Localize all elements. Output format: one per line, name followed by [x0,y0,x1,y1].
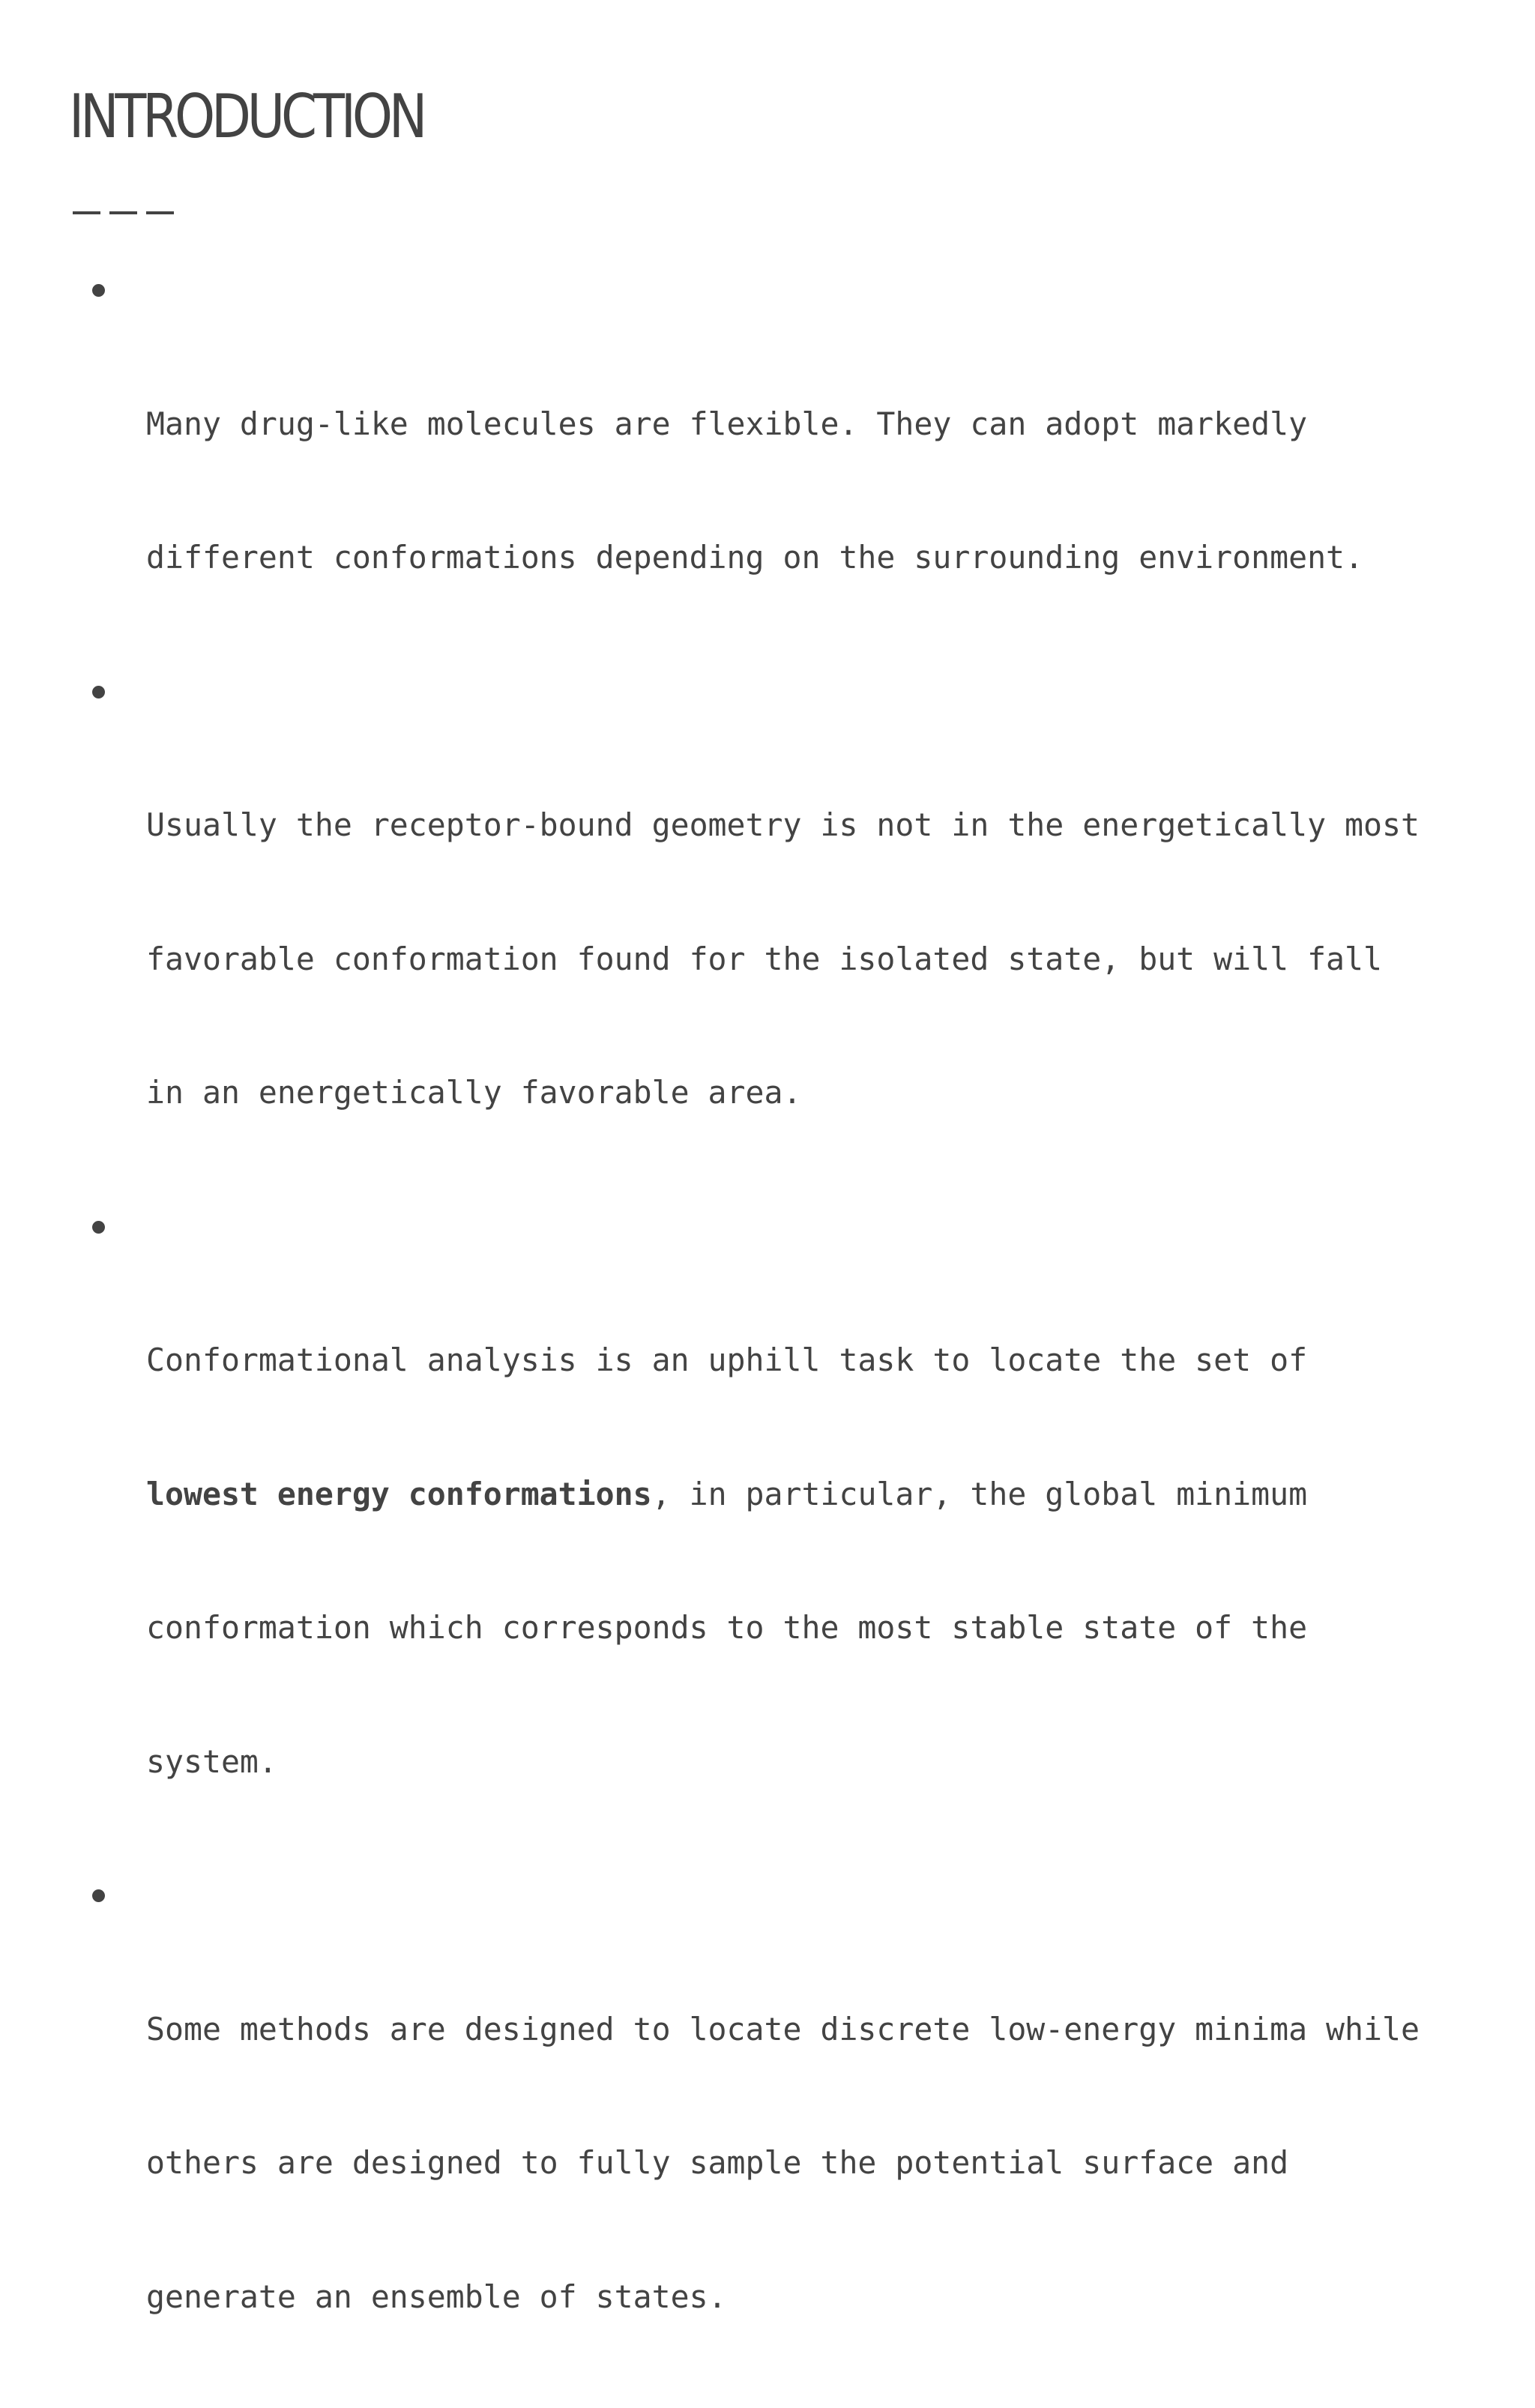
bullet-line: system. [146,1742,277,1780]
slide-title: INTRODUCTION [69,82,424,151]
bullet-line: Conformational analysis is an uphill task to locate the set of [146,1342,1308,1378]
bullet-line: different conformations depending on the surrounding environment. [146,539,1364,576]
bullet-dot-icon [92,1221,105,1234]
bullet-dot-icon [92,1889,105,1902]
bullet-item [87,1204,1496,1874]
bullet-line: Many drug-like molecules are flexible. They can adopt markedly [146,405,1308,442]
bullet-item [87,268,1496,669]
emphasized-phrase: lowest energy conformations [146,1475,652,1512]
bullet-line: Usually the receptor-bound geometry is not in the energetically most [146,806,1420,843]
bullet-dot-icon [92,686,105,698]
bullet-line: Some methods are designed to locate discrete low-energy minima while [146,2010,1420,2048]
bullet-dot-icon [92,284,105,297]
bullet-line: generate an ensemble of states. [146,2278,727,2315]
title-accent-divider [73,211,174,214]
bullet-line: conformation which corresponds to the most stable state of the [146,1609,1308,1646]
bullet-item [87,1873,1496,2408]
bullet-line: favorable conformation found for the isolated state, but will fall [146,940,1383,977]
bullet-list [87,268,1496,2408]
bullet-line-with-emphasis [146,1472,1496,1517]
bullet-item [87,669,1496,1204]
bullet-line: others are designed to fully sample the potential surface and [146,2144,1289,2181]
bullet-line: in an energetically favorable area. [146,1074,802,1111]
bullet-line-remainder: , in particular, the global minimum [651,1475,1308,1512]
